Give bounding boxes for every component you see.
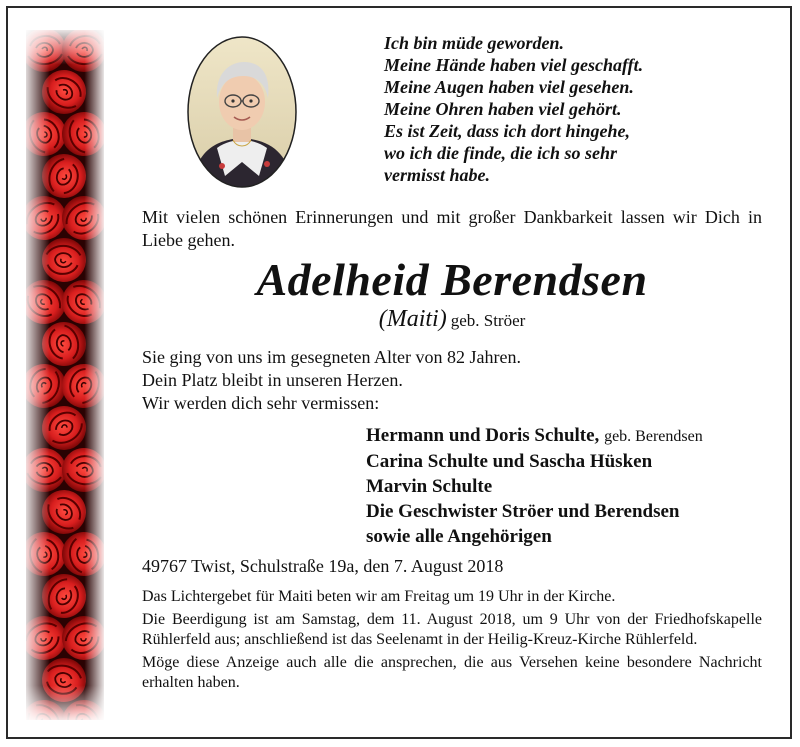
message-line: Sie ging von uns im gesegneten Alter von 82 Jahren. — [142, 347, 521, 367]
poem-line: vermisst habe. — [384, 165, 490, 185]
note-paragraph: Das Lichtergebet für Maiti beten wir am Freitag um 19 Uhr in der Kirche. — [142, 588, 616, 605]
portrait-photo-icon — [187, 36, 297, 188]
deceased-name: Adelheid Berendsen — [256, 254, 648, 305]
mourner-entry — [366, 423, 766, 449]
red-roses-border-icon — [26, 30, 104, 720]
intro-text: Mit vielen schönen Erinnerungen und mit großer Dankbarkeit lassen wir Dich in Liebe gehen. — [142, 207, 762, 250]
birth-name: geb. Ströer — [450, 311, 526, 330]
mourner-entry: Die Geschwister Ströer und Berendsen — [366, 501, 680, 522]
poem — [384, 32, 704, 186]
mourner-entry: Carina Schulte und Sascha Hüsken — [366, 451, 653, 472]
message — [142, 346, 762, 415]
poem-line: Es ist Zeit, dass ich dort hingehe, — [384, 121, 631, 141]
message-line: Dein Platz bleibt in unseren Herzen. — [142, 370, 403, 390]
note-paragraph: Möge diese Anzeige auch alle die ansprechen, die aus Versehen keine besondere Nachricht erhalten haben. — [142, 654, 762, 691]
poem-line: Meine Augen haben viel gesehen. — [384, 77, 634, 97]
mourner-note: geb. Berendsen — [604, 428, 703, 445]
poem-line: wo ich die finde, die ich so sehr — [384, 143, 617, 163]
deceased-nickname: (Maiti) — [378, 306, 447, 332]
message-line: Wir werden dich sehr vermissen: — [142, 393, 380, 413]
poem-line: Meine Ohren haben viel gehört. — [384, 99, 622, 119]
mourners-list — [366, 423, 766, 549]
mourner-entry: sowie alle Angehörigen — [366, 526, 552, 547]
note-paragraph: Die Beerdigung ist am Samstag, dem 11. August 2018, um 9 Uhr von der Friedhofskapelle Rühlerfeld aus; anschließend ist das Seelenamt in der Heilig-Kreuz-Kirche Rühlerfeld. — [142, 611, 762, 648]
notes — [142, 587, 762, 696]
place-date: 49767 Twist, Schulstraße 19a, den 7. August 2018 — [142, 556, 504, 576]
poem-line: Meine Hände haben viel geschafft. — [384, 55, 644, 75]
poem-line: Ich bin müde geworden. — [384, 33, 565, 53]
mourner-entry: Marvin Schulte — [366, 476, 493, 497]
mourner-name: Hermann und Doris Schulte, — [366, 425, 600, 446]
deceased-nickname-line — [142, 306, 762, 335]
